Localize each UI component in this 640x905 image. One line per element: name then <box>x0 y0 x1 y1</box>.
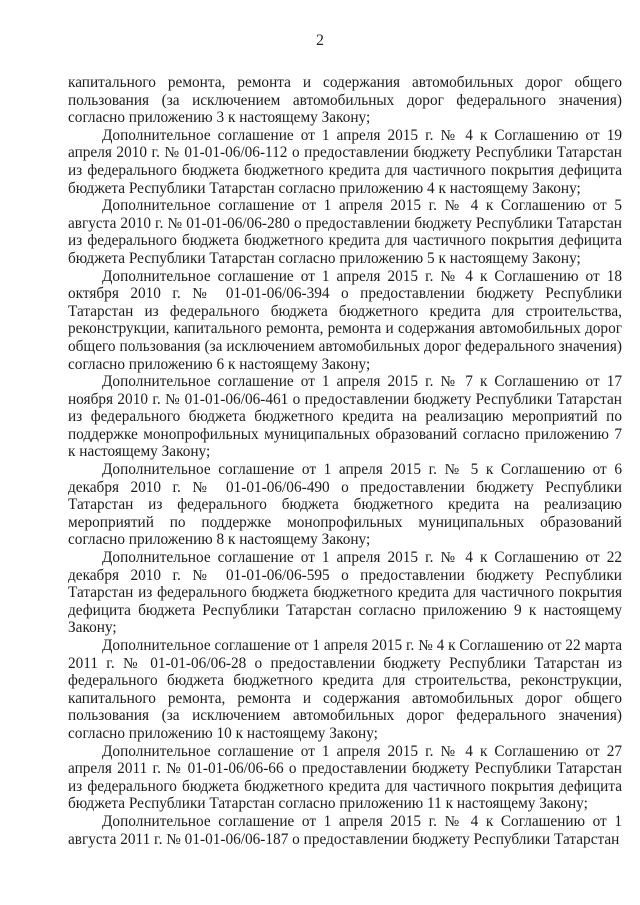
paragraph-continuation: капитального ремонта, ремонта и содержания автомобильных дорог общего пользования (за исключением автомобильных дорог федерального значения) согласно приложению 3 к настоящему Закону; <box>68 74 622 127</box>
document-body <box>68 74 622 848</box>
page-number: 2 <box>316 32 324 49</box>
paragraph-agreement-appendix-6: Дополнительное соглашение от 1 апреля 2015 г. № 4 к Соглашению от 18 октября 2010 г. № 01-01-06/06-394 о предоставлении бюджету Республики Татарстан из федерального бюджета бюджетного кредита для строительства, реконструкции, капитального ремонта, ремонта и содержания автомобильных дорог общего пользования (за исключением автомобильных дорог федерального значения) согласно приложению 6 к настоящему Закону; <box>68 267 622 373</box>
paragraph-agreement-truncated: Дополнительное соглашение от 1 апреля 2015 г. № 4 к Соглашению от 1 августа 2011 г. № 01-01-06/06-187 о предоставлении бюджету Республики Татарстан <box>68 812 622 848</box>
paragraph-agreement-appendix-4: Дополнительное соглашение от 1 апреля 2015 г. № 4 к Соглашению от 19 апреля 2010 г. № 01-01-06/06-112 о предоставлении бюджету Республики Татарстан из федерального бюджета бюджетного кредита для частичного покрытия дефицита бюджета Республики Татарстан согласно приложению 4 к настоящему Закону; <box>68 126 622 197</box>
paragraph-agreement-appendix-9: Дополнительное соглашение от 1 апреля 2015 г. № 4 к Соглашению от 22 декабря 2010 г. № 01-01-06/06-595 о предоставлении бюджету Республики Татарстан из федерального бюджета бюджетного кредита для частичного покрытия дефицита бюджета Республики Татарстан согласно приложению 9 к настоящему Закону; <box>68 549 622 637</box>
paragraph-agreement-appendix-8: Дополнительное соглашение от 1 апреля 2015 г. № 5 к Соглашению от 6 декабря 2010 г. № 01-01-06/06-490 о предоставлении бюджету Республики Татарстан из федерального бюджета бюджетного кредита на реализацию мероприятий по поддержке монопрофильных муниципальных образований согласно приложению 8 к настоящему Закону; <box>68 461 622 549</box>
paragraph-agreement-appendix-5: Дополнительное соглашение от 1 апреля 2015 г. № 4 к Соглашению от 5 августа 2010 г. № 01-01-06/06-280 о предоставлении бюджету Республики Татарстан из федерального бюджета бюджетного кредита для частичного покрытия дефицита бюджета Республики Татарстан согласно приложению 5 к настоящему Закону; <box>68 197 622 267</box>
paragraph-agreement-appendix-10: Дополнительное соглашение от 1 апреля 2015 г. № 4 к Соглашению от 22 марта 2011 г. № 01-01-06/06-28 о предоставлении бюджету Республики Татарстан из федерального бюджета бюджетного кредита для строительства, реконструкции, капитального ремонта, ремонта и содержания автомобильных дорог общего пользования (за исключением автомобильных дорог федерального значения) согласно приложению 10 к настоящему Закону; <box>68 637 622 742</box>
paragraph-agreement-appendix-11: Дополнительное соглашение от 1 апреля 2015 г. № 4 к Соглашению от 27 апреля 2011 г. № 01-01-06/06-66 о предоставлении бюджету Республики Татарстан из федерального бюджета бюджетного кредита для частичного покрытия дефицита бюджета Республики Татарстан согласно приложению 11 к настоящему Закону; <box>68 742 622 813</box>
paragraph-agreement-appendix-7: Дополнительное соглашение от 1 апреля 2015 г. № 7 к Соглашению от 17 ноября 2010 г. № 01-01-06/06-461 о предоставлении бюджету Республики Татарстан из федерального бюджета бюджетного кредита на реализацию мероприятий по поддержке монопрофильных муниципальных образований согласно приложению 7 к настоящему Закону; <box>68 373 622 461</box>
